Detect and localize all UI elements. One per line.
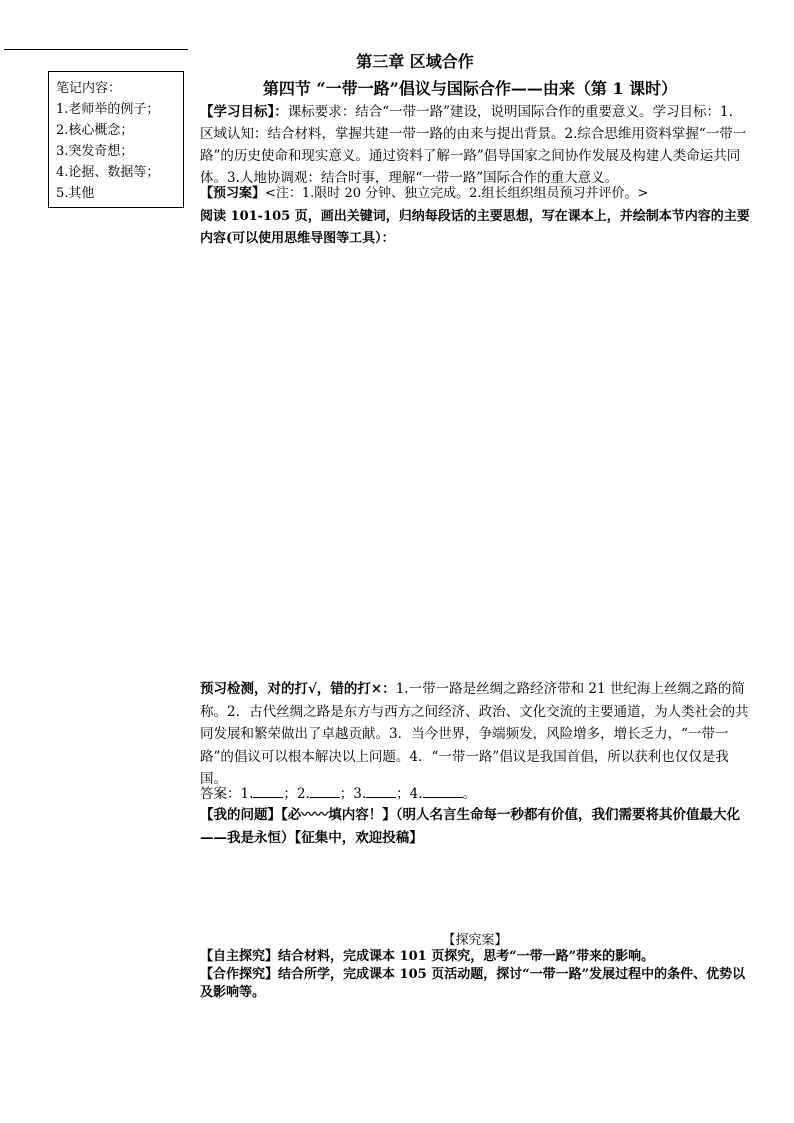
answer-blank-4[interactable] [423,783,463,798]
answer-part: ；3. [339,786,367,802]
preview-label: 【预习案】 [200,186,266,201]
notes-item: 4.论据、数据等； [56,165,160,180]
reading-instruction: 阅读 101-105 页，画出关键词，归纳每段话的主要思想，写在课本上，并绘制本节内容的主要内容(可以使用思维导图等工具）： [200,209,750,246]
coop-explore-label: 【合作探究】 [200,967,279,982]
chapter-title: 第三章 区域合作 [356,52,474,71]
answer-part: 1. [240,786,254,802]
coop-explore [200,966,750,1002]
goal-text: 课标要求：结合“一带一路”建设，说明国际合作的重要意义。学习目标：1. 区域认知：结合材料，掌握共建一带一路的由来与提出背景。2.综合思维用资料掌握“一带一路”的历史使命和现实意义。通过资料了解一路”倡导国家之间协作发展及构建人类命运共同体。3.人地协调观：结合时事，理解“一带一路”国际合作的重大意义。 [200,104,747,186]
preview-section [200,183,750,205]
check-text: 1.一带一路是丝绸之路经济带和 21 世纪海上丝绸之路的简称。2．古代丝绸之路是东方与西方之间经济、政治、文化交流的主要通道，为人类社会的共同发展和繁荣做出了卓越贡献。3．当今世界，争端频发，风险增多，增长乏力，“一带一路”的倡议可以根本解决以上问题。4．“一带一路”倡议是我国首倡，所以获利也仅仅是我国。 [200,681,749,787]
self-explore-label: 【自主探究】 [200,949,279,964]
answer-part: ；4. [396,786,423,802]
notes-title: 笔记内容： [56,81,122,96]
answer-label: 答案： [200,786,241,802]
my-question: 【我的问题】【必〰〰填内容！】（明人名言生命每一秒都有价值，我们需要将其价值最大化——我是永恒）【征集中，欢迎投稿】 [200,807,740,846]
notes-box [48,71,184,208]
explore-section [200,948,750,1002]
notes-item: 5.其他 [56,186,95,201]
answer-blank-3[interactable] [366,783,396,798]
answer-blank-1[interactable] [253,783,283,798]
check-label: 预习检测，对的打√，错的打×： [200,681,396,697]
notes-item: 2.核心概念； [56,123,134,138]
preview-text: <注：1.限时 20 分钟、独立完成。2.组长组织组员预习并评价。> [265,186,649,201]
learning-goals [200,101,750,189]
goal-label: 【学习目标】： [200,104,288,120]
answer-part: 。 [462,786,477,802]
answer-part: ；2. [283,786,310,802]
self-explore [200,948,750,966]
section-title: 第四节 “一带一路”倡议与国际合作——由来（第 1 课时） [262,79,678,98]
self-explore-text: 结合材料，完成课本 101 页探究，思考“一带一路”带来的影响。 [278,949,655,964]
coop-explore-text: 结合所学，完成课本 105 页活动题，探讨“一带一路”发展过程中的条件、优势以及影响等。 [200,967,746,1000]
notes-item: 1.老师举的例子； [56,102,160,117]
notes-item: 3.突发奇想； [56,144,134,159]
answer-line [200,783,750,805]
explore-title: 【探究案】 [442,933,508,948]
top-rule [4,49,188,50]
answer-blank-2[interactable] [310,783,340,798]
preview-check [200,678,750,791]
